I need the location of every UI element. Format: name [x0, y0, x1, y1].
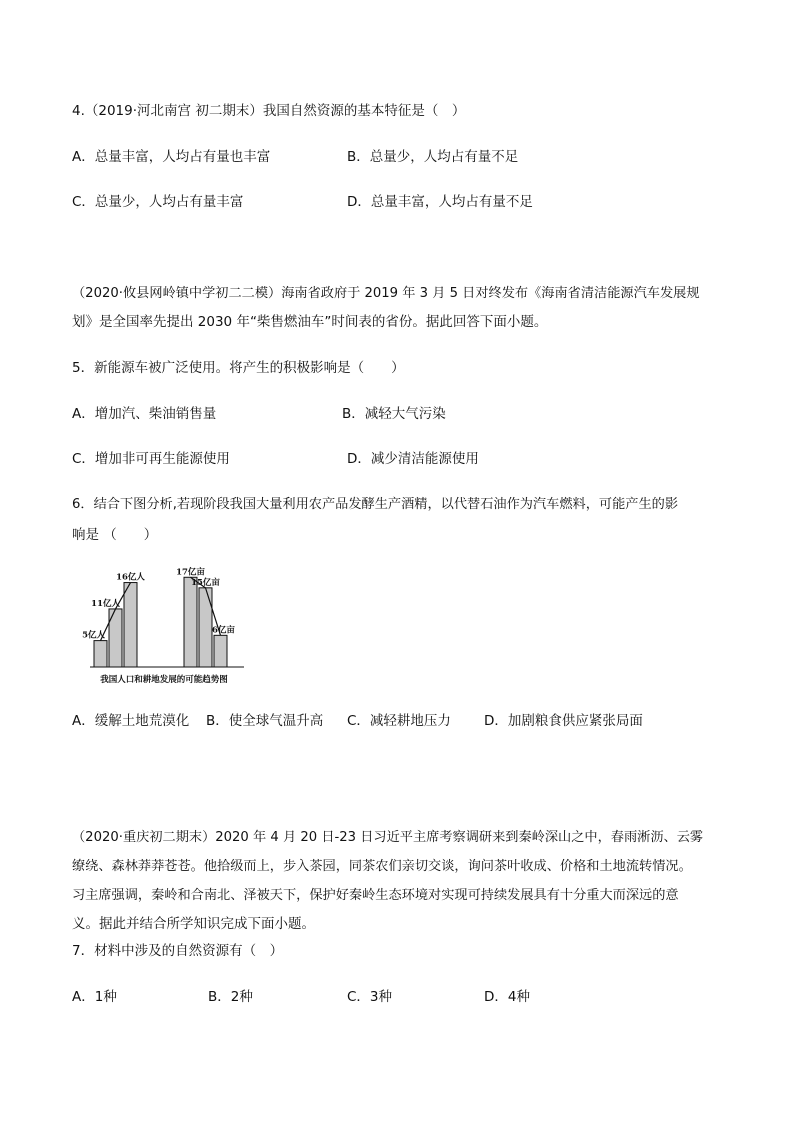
q4-option-b: B．总量少，人均占有量不足: [347, 149, 519, 165]
q4-stem: 4.（2019·河北南宫 初二期末）我国自然资源的基本特征是（ ）: [72, 103, 466, 119]
q6-option-b: B．使全球气温升高: [206, 713, 324, 729]
q5-stem: 5．新能源车被广泛使用。将产生的积极影响是（ ）: [72, 360, 405, 376]
data-label-耕地-2: 15亿亩: [191, 577, 220, 588]
q7-option-d: D．4种: [484, 989, 530, 1005]
q6-option-a: A．缓解土地荒漠化: [72, 713, 190, 729]
q6-stem-line-1: 6．结合下图分析,若现阶段我国大量利用农产品发酵生产酒精，以代替石油作为汽车燃料，可能产生的影: [72, 497, 679, 512]
q7-option-b: B．2种: [208, 989, 253, 1005]
population-farmland-trend-chart: [74, 564, 254, 688]
q4-option-a: A．总量丰富，人均占有量也丰富: [72, 149, 271, 165]
passage2-line-2: 缭绕、森林莽莽苍苍。他拾级而上，步入茶园，同茶农们亲切交谈，询问茶叶收成、价格和土地流转情况。: [72, 859, 692, 874]
q7-option-a: A．1种: [72, 989, 117, 1005]
q6-stem-line-2: 响是 （ ）: [72, 527, 158, 543]
q6-option-d: D．加剧粮食供应紧张局面: [484, 713, 643, 729]
q5-option-a: A．增加汽、柴油销售量: [72, 406, 217, 422]
passage2-line-3: 习主席强调，秦岭和合南北、泽被天下，保护好秦岭生态环境对实现可持续发展具有十分重大而深远的意: [72, 888, 679, 903]
chart-title: 我国人口和耕地发展的可能趋势图: [100, 675, 228, 685]
bar-人口-3: [124, 583, 137, 667]
data-label-人口-1: 5亿人: [82, 630, 105, 641]
q5-option-b: B．减轻大气污染: [342, 406, 446, 422]
q7-option-c: C．3种: [347, 989, 393, 1005]
bar-耕地-1: [184, 577, 197, 667]
passage2-line-4: 义。据此并结合所学知识完成下面小题。: [72, 916, 315, 932]
bar-耕地-3: [214, 635, 227, 667]
q5-option-d: D．减少清洁能源使用: [347, 451, 479, 467]
q4-option-c: C．总量少，人均占有量丰富: [72, 194, 244, 210]
bar-耕地-2: [199, 588, 212, 667]
q4-option-d: D．总量丰富，人均占有量不足: [347, 194, 533, 210]
q5-option-c: C．增加非可再生能源使用: [72, 451, 230, 467]
passage1-line-1: （2020·攸县网岭镇中学初二二模）海南省政府于 2019 年 3 月 5 日对终发布《海南省清洁能源汽车发展规: [72, 286, 700, 301]
data-label-人口-3: 16亿人: [116, 572, 145, 583]
bar-人口-1: [94, 641, 107, 667]
data-label-人口-2: 11亿人: [91, 598, 120, 609]
q6-option-c: C．减轻耕地压力: [347, 713, 451, 729]
data-label-耕地-1: 17亿亩: [176, 567, 205, 578]
data-label-耕地-3: 6亿亩: [212, 625, 235, 636]
passage1-line-2: 划》是全国率先提出 2030 年“柴售燃油车”时间表的省份。据此回答下面小题。: [72, 314, 548, 330]
passage2-line-1: （2020·重庆初二期末）2020 年 4 月 20 日-23 日习近平主席考察调研来到秦岭深山之中，春雨淅沥、云雾: [72, 830, 704, 845]
q7-stem: 7．材料中涉及的自然资源有（ ）: [72, 943, 284, 959]
